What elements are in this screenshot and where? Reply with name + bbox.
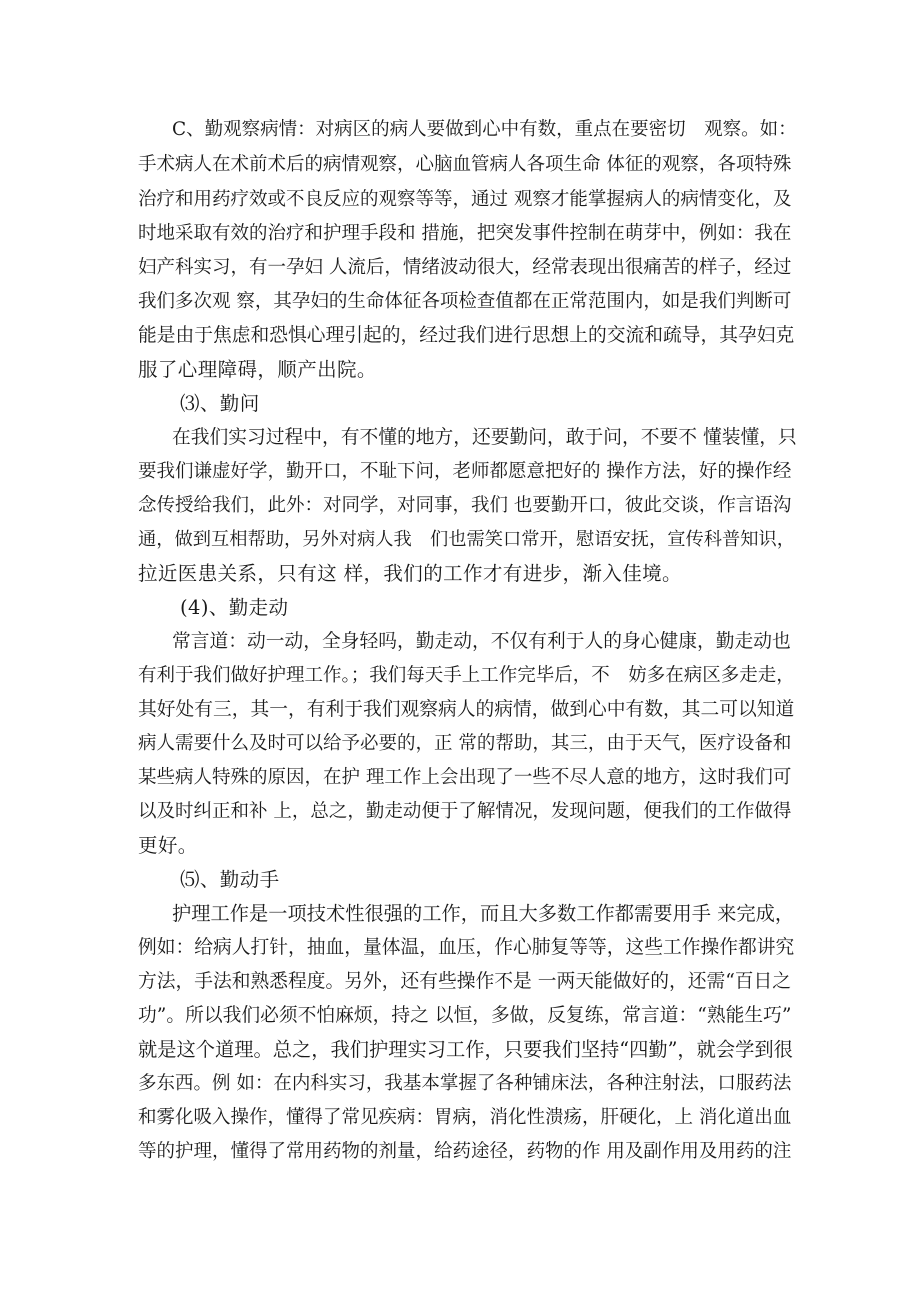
- section-5-line-5: 就是这个道理。总之，我们护理实习工作，只要我们坚持“四勤”，就会学到很: [138, 1038, 793, 1061]
- section-4-line-1: 常言道：动一动，全身轻吗，勤走动，不仅有利于人的身心健康，勤走动也: [172, 631, 791, 652]
- section-3-heading: ⑶、勤问: [180, 392, 260, 415]
- section-4-line-2: 有利于我们做好护理工作。；我们每天手上工作完毕后，不 妨多在病区多走走，: [138, 665, 795, 686]
- section-c-line-4: 时地采取有效的治疗和护理手段和 措施，把突发事件控制在萌芽中，例如：我在: [138, 223, 792, 244]
- section-c-line-7: 能是由于焦虑和恐惧心理引起的，经过我们进行思想上的交流和疏导，其孕妇克: [138, 325, 795, 346]
- section-c-line-1: C、勤观察病情：对病区的病人要做到心中有数，重点在要密切 观察。如：: [172, 119, 797, 140]
- section-4-line-5: 某些病人特殊的原因，在护 理工作上会出现了一些不尽人意的地方，这时我们可: [138, 767, 792, 788]
- section-5-line-4: 功”。所以我们必须不怕麻烦，持之 以恒，多做，反复练，常言道：“熟能生巧”: [138, 1005, 792, 1026]
- section-3-line-2: 要我们谦虚好学，勤开口，不耻下问，老师都愿意把好的 操作方法，好的操作经: [138, 461, 792, 482]
- section-c-line-5: 妇产科实习，有一孕妇 人流后，情绪波动很大，经常表现出很痛苦的样子，经过: [138, 257, 792, 278]
- section-5-heading: ⑸、勤动手: [180, 868, 280, 891]
- section-5-line-1: 护理工作是一项技术性很强的工作，而且大多数工作都需要用手 来完成，: [172, 902, 795, 925]
- section-5-line-8: 等的护理，懂得了常用药物的剂量，给药途径，药物的作 用及副作用及用药的注: [138, 1141, 792, 1162]
- section-3-line-3: 念传授给我们，此外：对同学，对同事，我们 也要勤开口，彼此交谈，作言语沟: [138, 495, 792, 516]
- section-4-line-4: 病人需要什么及时可以给予必要的，正 常的帮助，其三，由于天气，医疗设备和: [138, 733, 792, 754]
- section-3-line-1: 在我们实习过程中，有不懂的地方，还要勤问，敢于问，不要不 懂装懂，只: [172, 427, 797, 448]
- section-4-heading: (4)、勤走动: [180, 596, 289, 619]
- section-3-line-5: 拉近医患关系，只有这 样，我们的工作才有进步，渐入佳境。: [138, 562, 682, 585]
- section-4-line-3: 其好处有三，其一，有利于我们观察病人的病情，做到心中有数，其二可以知道: [138, 699, 795, 720]
- section-5-line-2: 例如：给病人打针，抽血，量体温，血压，作心肺复等等，这些工作操作都讲究: [138, 937, 795, 958]
- section-5-line-3: 方法，手法和熟悉程度。另外，还有些操作不是 一两天能做好的，还需“百日之: [138, 971, 792, 992]
- section-4-line-6: 以及时纠正和补 上，总之，勤走动便于了解情况，发现问题，便我们的工作做得: [138, 801, 792, 822]
- section-4-line-7: 更好。: [138, 834, 198, 857]
- section-c-line-3: 治疗和用药疗效或不良反应的观察等等，通过 观察才能掌握病人的病情变化，及: [138, 189, 792, 210]
- section-5-line-6: 多东西。例 如：在内科实习，我基本掌握了各种铺床法，各种注射法，口服药法: [138, 1073, 792, 1094]
- section-5-line-7: 和雾化吸入操作，懂得了常见疾病：胃病，消化性溃疡，肝硬化，上 消化道出血: [138, 1107, 792, 1128]
- section-c-line-8: 服了心理障碍，顺产出院。: [138, 358, 377, 381]
- section-c-line-2: 手术病人在术前术后的病情观察，心脑血管病人各项生命 体征的观察，各项特殊: [138, 154, 792, 175]
- section-c-line-6: 我们多次观 察，其孕妇的生命体征各项检查值都在正常范围内，如是我们判断可: [138, 291, 792, 312]
- section-3-line-4: 通，做到互相帮助，另外对病人我 们也需笑口常开，慰语安抚，宣传科普知识，: [138, 529, 795, 550]
